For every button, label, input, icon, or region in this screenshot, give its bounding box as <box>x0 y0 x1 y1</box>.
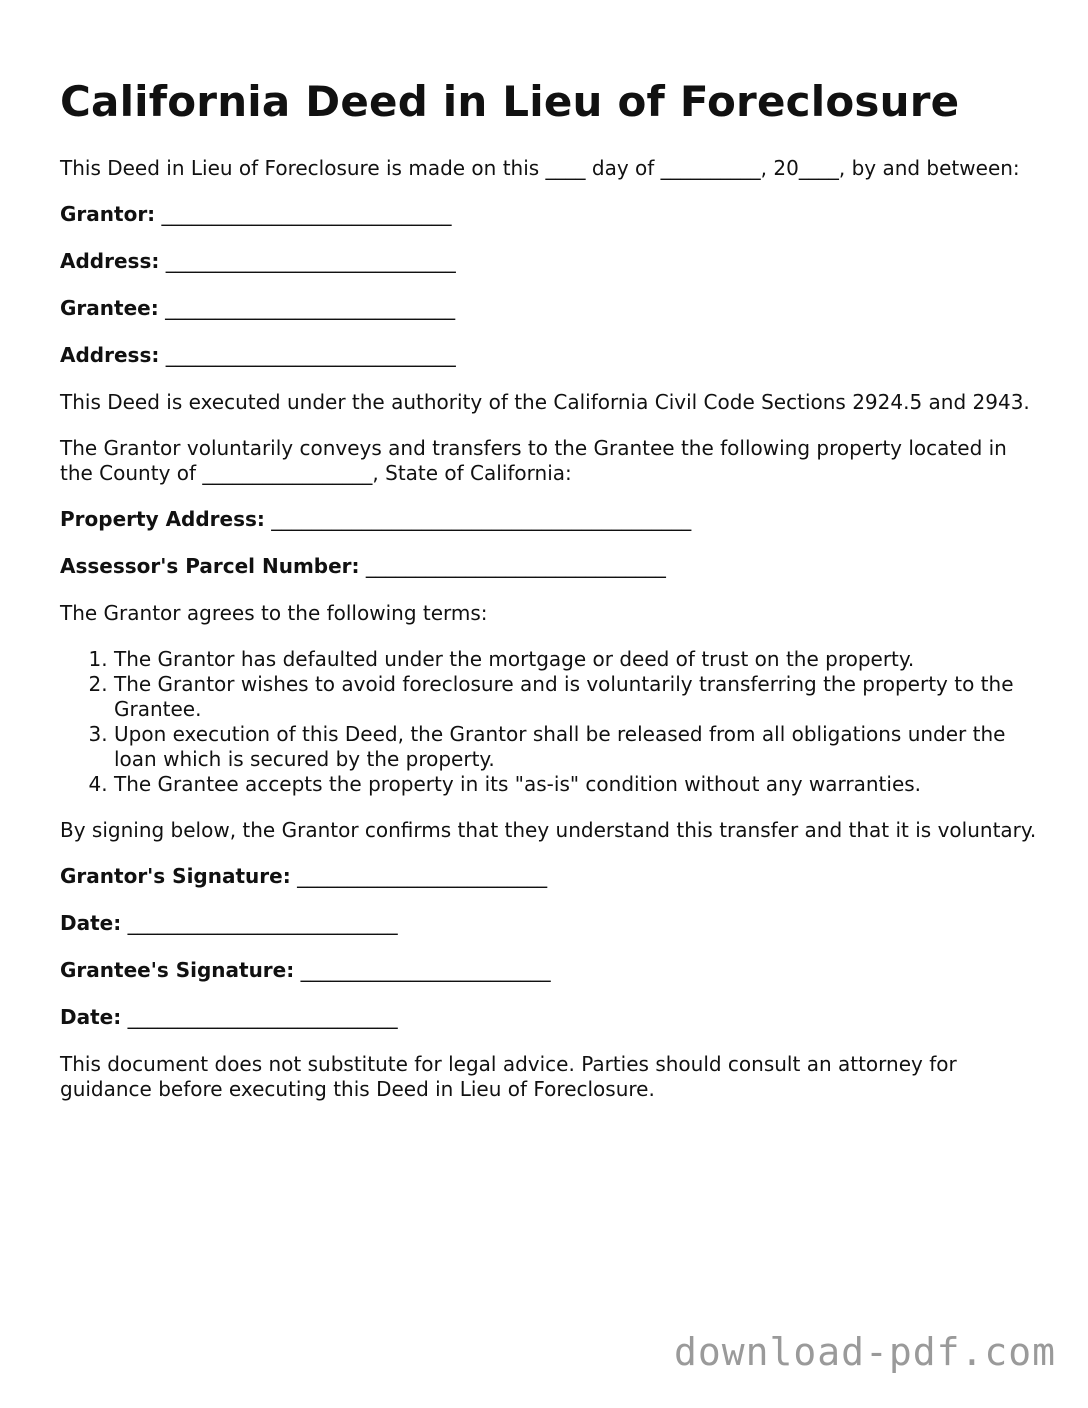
grantor-address-label: Address: <box>60 249 160 273</box>
authority-paragraph: This Deed is executed under the authority of the California Civil Code Sections 2924.5 and 2943. <box>60 390 1030 414</box>
property-address-field <box>60 507 1045 532</box>
term-item: 1. The Grantor has defaulted under the mortgage or deed of trust on the property. <box>114 647 1045 672</box>
disclaimer-paragraph: This document does not substitute for legal advice. Parties should consult an attorney for guidance before executing this Deed in Lieu of Foreclosure. <box>60 1052 957 1101</box>
property-address-blank: __________________________________________ <box>271 507 692 531</box>
grantor-field <box>60 202 1045 227</box>
grantee-address-field <box>60 343 1045 368</box>
document-title: California Deed in Lieu of Foreclosure <box>60 77 960 126</box>
grantor-address-blank: _____________________________ <box>165 249 456 273</box>
terms-intro: The Grantor agrees to the following terms: <box>60 601 488 625</box>
grantor-date-field <box>60 911 1045 936</box>
grantee-signature-label: Grantee's Signature: <box>60 958 295 982</box>
grantee-date-label: Date: <box>60 1005 122 1029</box>
term-item: 4. The Grantee accepts the property in its "as-is" condition without any warranties. <box>114 772 1045 797</box>
grantee-date-blank: ___________________________ <box>127 1005 398 1029</box>
terms-list <box>60 647 1045 797</box>
term-item: 2. The Grantor wishes to avoid foreclosure and is voluntarily transferring the property to the Grantee. <box>114 672 1045 722</box>
parcel-number-blank: ______________________________ <box>365 554 666 578</box>
parcel-number-field <box>60 554 1045 579</box>
intro-paragraph: This Deed in Lieu of Foreclosure is made on this ____ day of __________, 20____, by and between: <box>60 156 1020 180</box>
grantor-date-label: Date: <box>60 911 122 935</box>
grantee-date-field <box>60 1005 1045 1030</box>
conveyance-paragraph: The Grantor voluntarily conveys and transfers to the Grantee the following property located in the County of _________________, State of California: <box>60 436 1007 485</box>
grantor-label: Grantor: <box>60 202 156 226</box>
grantee-blank: _____________________________ <box>165 296 456 320</box>
confirmation-paragraph: By signing below, the Grantor confirms that they understand this transfer and that it is voluntary. <box>60 818 1037 842</box>
parcel-number-label: Assessor's Parcel Number: <box>60 554 360 578</box>
grantor-address-field <box>60 249 1045 274</box>
grantee-address-blank: _____________________________ <box>165 343 456 367</box>
grantee-field <box>60 296 1045 321</box>
property-address-label: Property Address: <box>60 507 265 531</box>
watermark: download-pdf.com <box>673 1330 1056 1374</box>
grantor-signature-blank: _________________________ <box>297 864 548 888</box>
grantor-date-blank: ___________________________ <box>127 911 398 935</box>
grantor-signature-field <box>60 864 1045 889</box>
document-page <box>60 74 1045 1123</box>
term-item: 3. Upon execution of this Deed, the Grantor shall be released from all obligations under the loan which is secured by the property. <box>114 722 1045 772</box>
grantee-signature-field <box>60 958 1045 983</box>
grantor-signature-label: Grantor's Signature: <box>60 864 291 888</box>
grantee-label: Grantee: <box>60 296 159 320</box>
grantee-address-label: Address: <box>60 343 160 367</box>
grantor-blank: _____________________________ <box>161 202 452 226</box>
grantee-signature-blank: _________________________ <box>300 958 551 982</box>
